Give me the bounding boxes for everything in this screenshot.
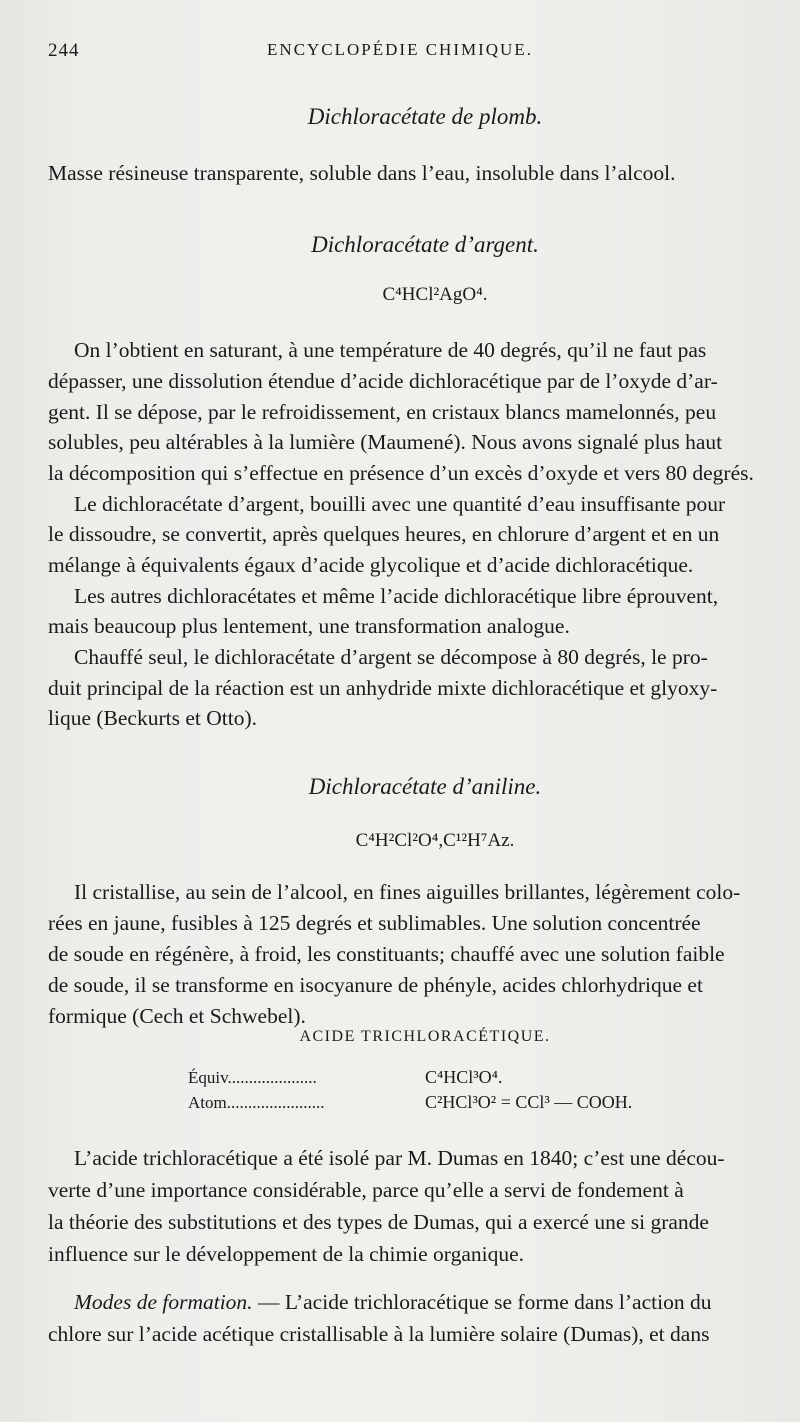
argent-line: mélange à équivalents égaux d’acide glycolique et d’acide dichloracétique. (48, 553, 694, 577)
heading-argent: Dichloracétate d’argent. (311, 232, 539, 257)
heading-plomb: Dichloracétate de plomb. (307, 104, 543, 129)
argent-line: mais beaucoup plus lentement, une transformation analogue. (48, 614, 570, 638)
trichloro-line: la théorie des substitutions et des types de Dumas, qui a exercé une si grande (48, 1210, 709, 1234)
argent-line: solubles, peu altérables à la lumière (Maumené). Nous avons signalé plus haut (48, 430, 723, 454)
page-number: 244 (48, 40, 80, 61)
aniline-line: de soude, il se transforme en isocyanure de phényle, acides chlorhydrique et (48, 973, 703, 997)
formula-argent: C⁴HCl²AgO⁴. (382, 284, 488, 305)
argent-line: Les autres dichloracétates et même l’acide dichloracétique libre éprouvent, (74, 584, 719, 608)
trichloro-line: L’acide trichloracétique a été isolé par M. Dumas en 1840; c’est une décou- (74, 1146, 725, 1170)
section-title-trichloracetique: ACIDE TRICHLORACÉTIQUE. (299, 1028, 551, 1045)
aniline-line: rées en jaune, fusibles à 125 degrés et sublimables. Une solution concentrée (48, 911, 701, 935)
argent-line: Chauffé seul, le dichloracétate d’argent se décompose à 80 degrés, le pro- (74, 645, 708, 669)
atom-label: Atom....................... (188, 1093, 325, 1112)
modes-text: — L’acide trichloracétique se forme dans l’action du (252, 1290, 712, 1314)
argent-line: duit principal de la réaction est un anhydride mixte dichloracétique et glyoxy- (48, 676, 718, 700)
equiv-formula: C⁴HCl³O⁴. (425, 1067, 503, 1087)
running-head: ENCYCLOPÉDIE CHIMIQUE. (267, 40, 533, 59)
aniline-line: Il cristallise, au sein de l’alcool, en fines aiguilles brillantes, légèrement colo- (74, 880, 741, 904)
argent-line: gent. Il se dépose, par le refroidissement, en cristaux blancs mamelonnés, peu (48, 400, 717, 424)
argent-line: Le dichloracétate d’argent, bouilli avec une quantité d’eau insuffisante pour (74, 492, 726, 516)
heading-aniline: Dichloracétate d’aniline. (308, 774, 542, 799)
formula-aniline: C⁴H²Cl²O⁴,C¹²H⁷Az. (355, 830, 515, 851)
argent-line: le dissoudre, se convertit, après quelques heures, en chlorure d’argent et en un (48, 522, 720, 546)
aniline-line: de soude en régénère, à froid, les constituants; chauffé avec une solution faible (48, 942, 725, 966)
modes-line (74, 1292, 711, 1314)
argent-line: lique (Beckurts et Otto). (48, 706, 257, 730)
argent-line: la décomposition qui s’effectue en présence d’un excès d’oxyde et vers 80 degrés. (48, 461, 754, 485)
equiv-label: Équiv..................... (188, 1068, 317, 1087)
modes-label: Modes de formation. (74, 1290, 253, 1314)
modes-line: chlore sur l’acide acétique cristallisable à la lumière solaire (Dumas), et dans (48, 1322, 710, 1346)
argent-line: On l’obtient en saturant, à une température de 40 degrés, qu’il ne faut pas (74, 338, 707, 362)
argent-line: dépasser, une dissolution étendue d’acide dichloracétique par de l’oxyde d’ar- (48, 369, 718, 393)
aniline-line: formique (Cech et Schwebel). (48, 1004, 306, 1028)
trichloro-line: influence sur le développement de la chimie organique. (48, 1242, 525, 1266)
trichloro-line: verte d’une importance considérable, parce qu’elle a servi de fondement à (48, 1178, 684, 1202)
plomb-line: Masse résineuse transparente, soluble dans l’eau, insoluble dans l’alcool. (48, 161, 676, 185)
atom-formula: C²HCl³O² = CCl³ — COOH. (425, 1092, 633, 1112)
